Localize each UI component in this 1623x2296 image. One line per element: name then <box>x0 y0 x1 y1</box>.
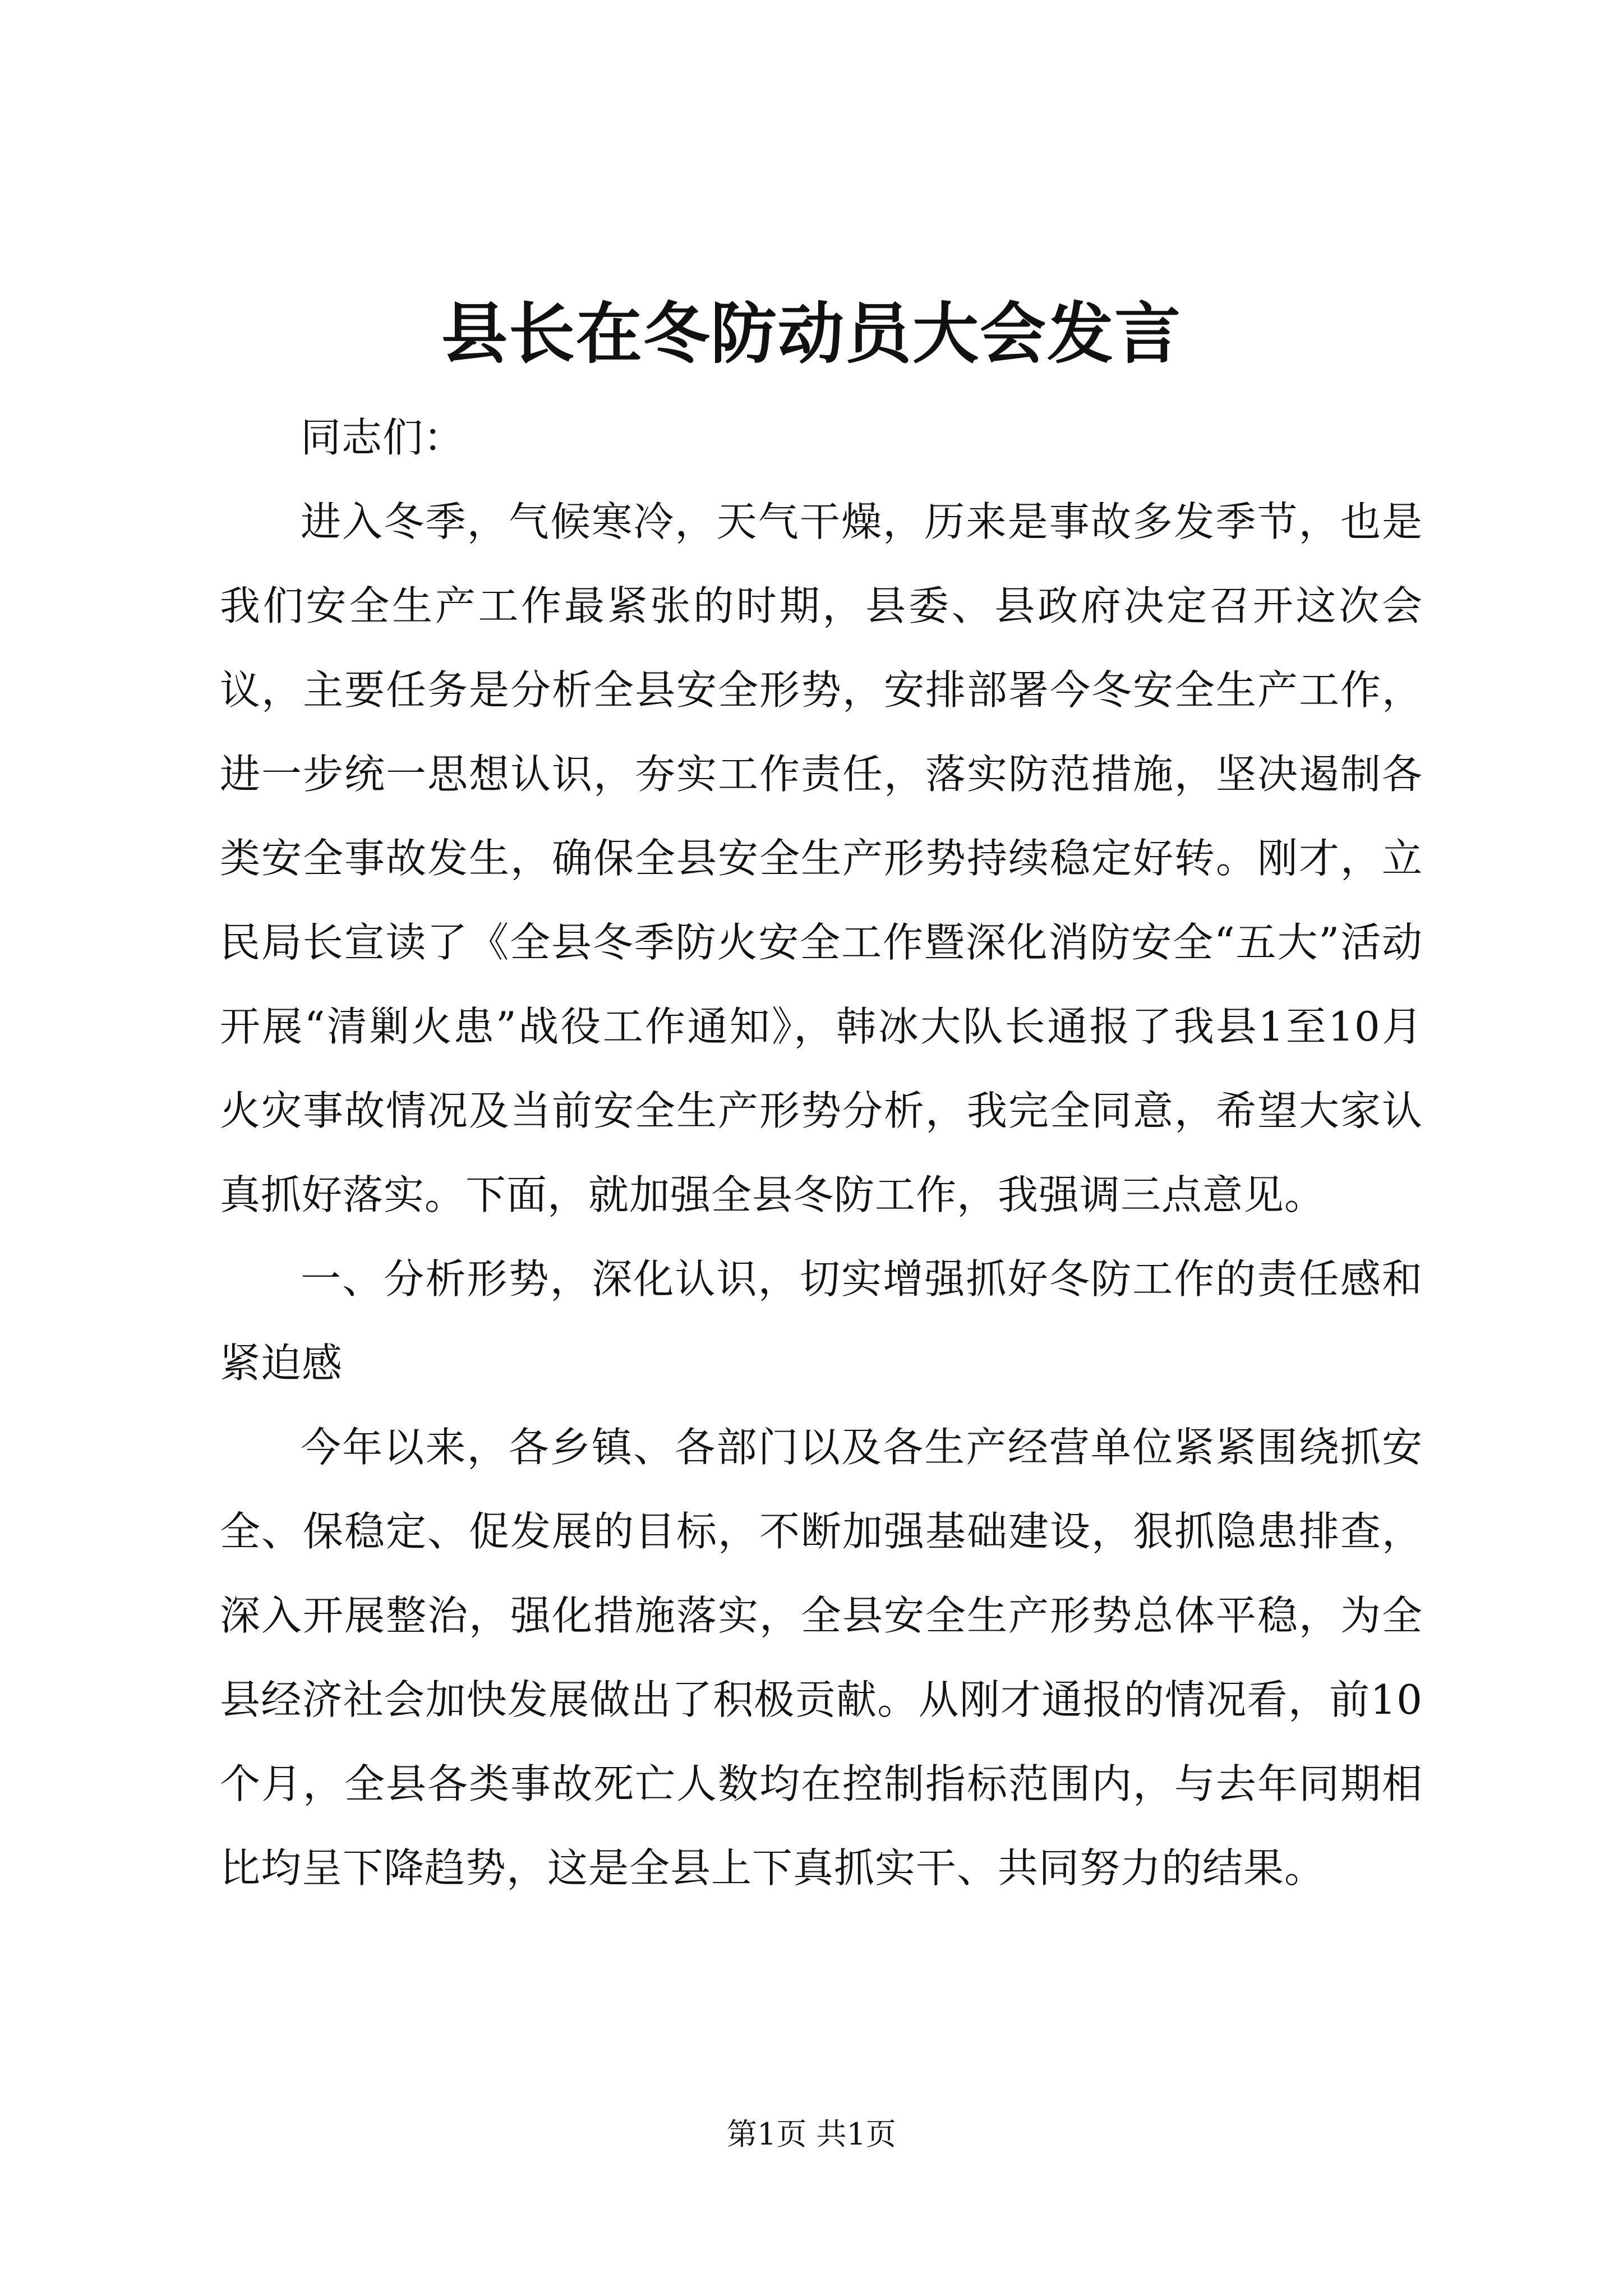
salutation-paragraph: 同志们： <box>301 414 465 461</box>
body-paragraph: 进入冬季，气候寒冷，天气干燥，历来是事故多发季节，也是我们安全生产工作最紧张的时期，县委、县政府决定召开这次会议，主要任务是分析全县安全形势，安排部署今冬安全生产工作，进一步统一思想认识，夯实工作责任，落实防范措施，坚决遏制各类安全事故发生，确保全县安全生产形势持续稳定好转。刚才，立民局长宣读了《全县冬季防火安全工作暨深化消防安全“五大”活动开展“清剿火患”战役工作通知》，韩冰大队长通报了我县1至10月火灾事故情况及当前安全生产形势分析，我完全同意，希望大家认真抓好落实。下面，就加强全县冬防工作，我强调三点意见。 <box>220 498 1423 1218</box>
section-heading-paragraph: 一、分析形势，深化认识，切实增强抓好冬防工作的责任感和紧迫感 <box>220 1255 1423 1387</box>
document-body <box>220 395 1423 1910</box>
document-title: 县长在冬防动员大会发言 <box>441 295 1182 372</box>
page-footer: 第1页 共1页 <box>727 2116 896 2152</box>
body-paragraph: 今年以来，各乡镇、各部门以及各生产经营单位紧紧围绕抓安全、保稳定、促发展的目标，不断加强基础建设，狠抓隐患排查，深入开展整治，强化措施落实，全县安全生产形势总体平稳，为全县经济社会加快发展做出了积极贡献。从刚才通报的情况看，前10个月，全县各类事故死亡人数均在控制指标范围内，与去年同期相比均呈下降趋势，这是全县上下真抓实干、共同努力的结果。 <box>220 1424 1423 1892</box>
